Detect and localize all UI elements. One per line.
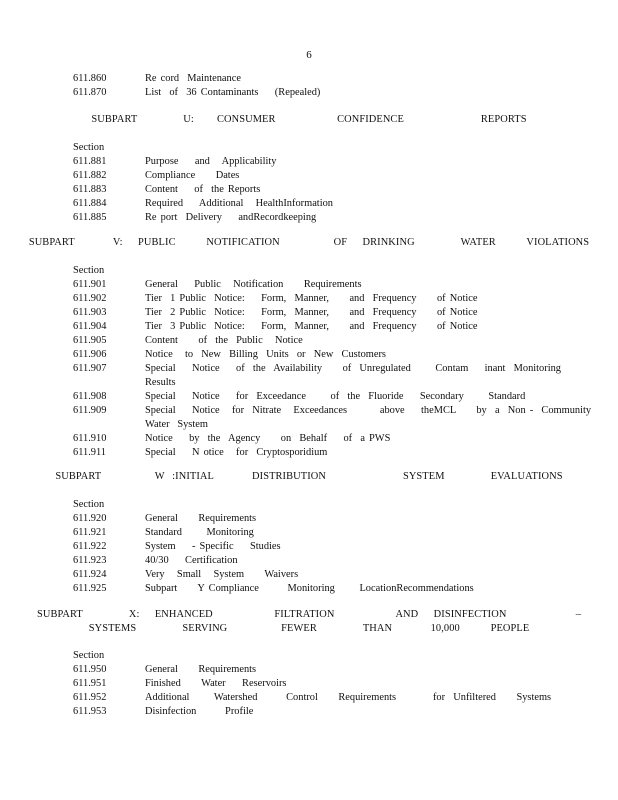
section-number: 611.904 [73, 321, 107, 332]
section-row [73, 663, 598, 677]
subpart-w-list [73, 498, 598, 596]
section-number: 611.952 [73, 692, 107, 703]
section-label: Section [73, 265, 105, 276]
section-title: Tier 3 Public Notice: Form, Manner, and Frequency of Notice [145, 321, 478, 332]
section-number: 611.910 [73, 433, 107, 444]
section-row [73, 582, 598, 596]
section-number: 611.925 [73, 583, 107, 594]
section-title: Subpart Y Compliance Monitoring LocationRecommendations [145, 583, 474, 594]
section-title: Purpose and Applicability [145, 156, 277, 167]
section-title: General Public Notification Requirements [145, 279, 362, 290]
section-row [73, 390, 598, 404]
section-row [73, 432, 598, 446]
section-number: 611.923 [73, 555, 107, 566]
subpart-v-list [73, 264, 598, 460]
section-title: Special Notice of the Availability of Unregulated Contam inant Monitoring [145, 363, 561, 374]
section-title: Content of the Public Notice [145, 335, 303, 346]
section-title: Disinfection Profile [145, 706, 254, 717]
section-number: 611.950 [73, 664, 107, 675]
section-number: 611.903 [73, 307, 107, 318]
section-number: 611.860 [73, 73, 107, 84]
section-title: Re port Delivery andRecordkeeping [145, 212, 317, 223]
subpart-w-heading: SUBPART W :INITIAL DISTRIBUTION SYSTEM EVALUATIONS [55, 471, 563, 482]
section-title: Tier 2 Public Notice: Form, Manner, and Frequency of Notice [145, 307, 478, 318]
section-number: 611.921 [73, 527, 107, 538]
section-title: Special N otice for Cryptosporidium [145, 447, 328, 458]
section-row [73, 362, 598, 376]
section-title: General Requirements [145, 664, 257, 675]
section-number: 611.924 [73, 569, 107, 580]
section-row [73, 691, 598, 705]
section-title: System - Specific Studies [145, 541, 281, 552]
section-row [73, 306, 598, 320]
section-row [73, 404, 598, 418]
section-number: 611.882 [73, 170, 107, 181]
section-title: Notice to New Billing Units or New Customers [145, 349, 386, 360]
section-row [73, 183, 598, 197]
section-row [73, 72, 598, 86]
section-row [73, 540, 598, 554]
section-number: 611.909 [73, 405, 107, 416]
section-title-continuation: Results [145, 377, 176, 388]
section-row [73, 169, 598, 183]
section-number: 611.881 [73, 156, 107, 167]
section-row [73, 211, 598, 225]
section-label: Section [73, 499, 105, 510]
section-number: 611.901 [73, 279, 107, 290]
subpart-x-heading: SUBPART X: ENHANCED FILTRATION AND DISINFECTION – [36, 609, 582, 620]
section-row [73, 334, 598, 348]
section-title: Special Notice for Nitrate Exceedances above theMCL by a Non - Community [145, 405, 592, 416]
section-title-continuation: Water System [145, 419, 208, 430]
section-title: Notice by the Agency on Behalf of a PWS [145, 433, 391, 444]
section-row [73, 86, 598, 100]
section-title: Re cord Maintenance [145, 73, 241, 84]
section-row [73, 568, 598, 582]
section-row [73, 526, 598, 540]
page-number: 6 [306, 49, 312, 61]
top-section-list [73, 72, 598, 100]
section-number: 611.906 [73, 349, 107, 360]
section-title: Very Small System Waivers [145, 569, 299, 580]
section-title: General Requirements [145, 513, 257, 524]
section-title: Required Additional HealthInformation [145, 198, 333, 209]
section-row [73, 677, 598, 691]
section-row [73, 446, 598, 460]
section-number: 611.883 [73, 184, 107, 195]
section-label: Section [73, 142, 105, 153]
section-row [73, 197, 598, 211]
section-number: 611.885 [73, 212, 107, 223]
section-number: 611.908 [73, 391, 107, 402]
section-title: List of 36 Contaminants (Repealed) [145, 87, 321, 98]
section-title: Tier 1 Public Notice: Form, Manner, and Frequency of Notice [145, 293, 478, 304]
section-title: Finished Water Reservoirs [145, 678, 287, 689]
subpart-u-list [73, 141, 598, 225]
subpart-x-list [73, 649, 598, 719]
section-title: Standard Monitoring [145, 527, 254, 538]
section-row [73, 320, 598, 334]
section-row [73, 155, 598, 169]
section-number: 611.951 [73, 678, 107, 689]
section-title: Compliance Dates [145, 170, 240, 181]
subpart-u-heading: SUBPART U: CONSUMER CONFIDENCE REPORTS [91, 114, 527, 125]
section-row [73, 554, 598, 568]
section-number: 611.953 [73, 706, 107, 717]
subpart-x-heading-line-2: SYSTEMS SERVING FEWER THAN 10,000 PEOPLE [88, 623, 530, 634]
section-title: 40/30 Certification [145, 555, 238, 566]
section-number: 611.902 [73, 293, 107, 304]
section-number: 611.884 [73, 198, 107, 209]
subpart-v-heading: SUBPART V: PUBLIC NOTIFICATION OF DRINKING WATER VIOLATIONS [28, 237, 590, 248]
section-number: 611.870 [73, 87, 107, 98]
section-row [73, 512, 598, 526]
section-row [73, 705, 598, 719]
section-row [73, 292, 598, 306]
section-title: Additional Watershed Control Requirements for Unfiltered Systems [145, 692, 552, 703]
section-number: 611.905 [73, 335, 107, 346]
section-number: 611.907 [73, 363, 107, 374]
section-label: Section [73, 650, 105, 661]
section-title: Special Notice for Exceedance of the Fluoride Secondary Standard [145, 391, 526, 402]
section-number: 611.920 [73, 513, 107, 524]
section-row [73, 278, 598, 292]
section-number: 611.911 [73, 447, 106, 458]
section-title: Content of the Reports [145, 184, 261, 195]
section-number: 611.922 [73, 541, 107, 552]
section-row [73, 348, 598, 362]
